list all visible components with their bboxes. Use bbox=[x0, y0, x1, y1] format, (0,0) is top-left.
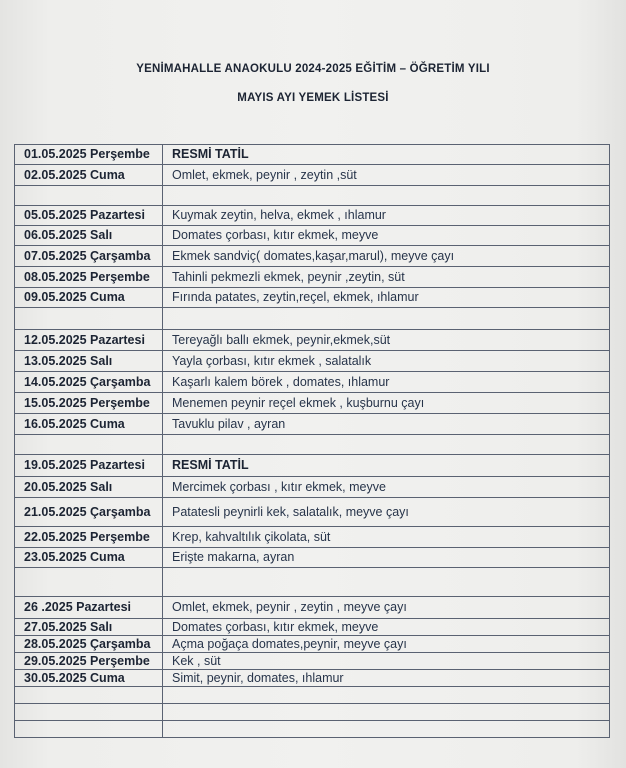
menu-date-cell bbox=[15, 721, 163, 738]
menu-date-cell: 19.05.2025 Pazartesi bbox=[15, 455, 163, 477]
menu-row bbox=[15, 548, 610, 568]
menu-date-cell: 28.05.2025 Çarşamba bbox=[15, 636, 163, 653]
menu-row bbox=[15, 527, 610, 548]
menu-date-cell: 01.05.2025 Perşembe bbox=[15, 145, 163, 165]
menu-food-cell: Kaşarlı kalem börek , domates, ıhlamur bbox=[163, 372, 610, 393]
menu-date-cell: 15.05.2025 Perşembe bbox=[15, 393, 163, 414]
menu-row-empty bbox=[15, 687, 610, 704]
menu-food-cell: Patatesli peynirli kek, salatalık, meyve çayı bbox=[163, 498, 610, 527]
menu-date-cell: 12.05.2025 Pazartesi bbox=[15, 330, 163, 351]
menu-row-empty bbox=[15, 308, 610, 330]
menu-row bbox=[15, 393, 610, 414]
menu-date-cell: 29.05.2025 Perşembe bbox=[15, 653, 163, 670]
menu-date-cell: 16.05.2025 Cuma bbox=[15, 414, 163, 435]
menu-date-cell: 27.05.2025 Salı bbox=[15, 619, 163, 636]
menu-holiday-cell: RESMİ TATİL bbox=[163, 145, 610, 165]
menu-food-cell: Tahinli pekmezli ekmek, peynir ,zeytin, süt bbox=[163, 267, 610, 288]
menu-food-cell bbox=[163, 704, 610, 721]
menu-row bbox=[15, 351, 610, 372]
menu-date-cell: 13.05.2025 Salı bbox=[15, 351, 163, 372]
menu-food-cell bbox=[163, 687, 610, 704]
menu-row bbox=[15, 206, 610, 226]
menu-row-empty bbox=[15, 704, 610, 721]
menu-food-cell bbox=[163, 435, 610, 455]
menu-food-cell: Tereyağlı ballı ekmek, peynir,ekmek,süt bbox=[163, 330, 610, 351]
menu-row bbox=[15, 653, 610, 670]
menu-date-cell: 06.05.2025 Salı bbox=[15, 226, 163, 246]
menu-row bbox=[15, 498, 610, 527]
menu-food-cell: Omlet, ekmek, peynir , zeytin , meyve çayı bbox=[163, 597, 610, 619]
menu-date-cell bbox=[15, 435, 163, 455]
menu-date-cell: 14.05.2025 Çarşamba bbox=[15, 372, 163, 393]
menu-food-cell: Omlet, ekmek, peynir , zeytin ,süt bbox=[163, 165, 610, 186]
menu-row-empty bbox=[15, 186, 610, 206]
menu-date-cell bbox=[15, 704, 163, 721]
menu-date-cell bbox=[15, 186, 163, 206]
menu-food-cell: Domates çorbası, kıtır ekmek, meyve bbox=[163, 619, 610, 636]
menu-row bbox=[15, 414, 610, 435]
menu-row bbox=[15, 597, 610, 619]
menu-row bbox=[15, 267, 610, 288]
menu-row bbox=[15, 636, 610, 653]
menu-date-cell: 02.05.2025 Cuma bbox=[15, 165, 163, 186]
menu-row bbox=[15, 619, 610, 636]
menu-date-cell: 23.05.2025 Cuma bbox=[15, 548, 163, 568]
menu-row bbox=[15, 145, 610, 165]
menu-row bbox=[15, 477, 610, 498]
menu-food-cell: Tavuklu pilav , ayran bbox=[163, 414, 610, 435]
menu-date-cell: 30.05.2025 Cuma bbox=[15, 670, 163, 687]
menu-date-cell: 22.05.2025 Perşembe bbox=[15, 527, 163, 548]
menu-date-cell: 26 .2025 Pazartesi bbox=[15, 597, 163, 619]
menu-row bbox=[15, 165, 610, 186]
menu-date-cell: 09.05.2025 Cuma bbox=[15, 288, 163, 308]
menu-row bbox=[15, 246, 610, 267]
menu-date-cell bbox=[15, 568, 163, 597]
document-subtitle: MAYIS AYI YEMEK LİSTESİ bbox=[237, 92, 389, 104]
menu-holiday-cell: RESMİ TATİL bbox=[163, 455, 610, 477]
menu-food-cell bbox=[163, 568, 610, 597]
menu-date-cell bbox=[15, 687, 163, 704]
menu-food-cell: Menemen peynir reçel ekmek , kuşburnu çayı bbox=[163, 393, 610, 414]
menu-row bbox=[15, 670, 610, 687]
menu-date-cell bbox=[15, 308, 163, 330]
menu-date-cell: 05.05.2025 Pazartesi bbox=[15, 206, 163, 226]
menu-food-cell: Yayla çorbası, kıtır ekmek , salatalık bbox=[163, 351, 610, 372]
menu-food-cell bbox=[163, 721, 610, 738]
menu-row-empty bbox=[15, 568, 610, 597]
menu-food-cell: Açma poğaça domates,peynir, meyve çayı bbox=[163, 636, 610, 653]
menu-row bbox=[15, 226, 610, 246]
menu-food-cell: Ekmek sandviç( domates,kaşar,marul), meyve çayı bbox=[163, 246, 610, 267]
menu-row-empty bbox=[15, 721, 610, 738]
menu-date-cell: 08.05.2025 Perşembe bbox=[15, 267, 163, 288]
menu-row bbox=[15, 372, 610, 393]
menu-food-cell: Mercimek çorbası , kıtır ekmek, meyve bbox=[163, 477, 610, 498]
menu-row bbox=[15, 288, 610, 308]
document-title: YENİMAHALLE ANAOKULU 2024-2025 EĞİTİM – ÖĞRETİM YILI bbox=[136, 63, 490, 75]
menu-food-cell: Domates çorbası, kıtır ekmek, meyve bbox=[163, 226, 610, 246]
menu-food-cell bbox=[163, 308, 610, 330]
menu-food-cell: Simit, peynir, domates, ıhlamur bbox=[163, 670, 610, 687]
menu-food-cell: Kek , süt bbox=[163, 653, 610, 670]
menu-food-cell: Erişte makarna, ayran bbox=[163, 548, 610, 568]
menu-date-cell: 21.05.2025 Çarşamba bbox=[15, 498, 163, 527]
menu-row-empty bbox=[15, 435, 610, 455]
menu-row bbox=[15, 330, 610, 351]
menu-table bbox=[14, 144, 610, 738]
menu-food-cell: Krep, kahvaltılık çikolata, süt bbox=[163, 527, 610, 548]
menu-food-cell: Fırında patates, zeytin,reçel, ekmek, ıhlamur bbox=[163, 288, 610, 308]
menu-food-cell: Kuymak zeytin, helva, ekmek , ıhlamur bbox=[163, 206, 610, 226]
menu-date-cell: 20.05.2025 Salı bbox=[15, 477, 163, 498]
menu-date-cell: 07.05.2025 Çarşamba bbox=[15, 246, 163, 267]
menu-food-cell bbox=[163, 186, 610, 206]
menu-row bbox=[15, 455, 610, 477]
